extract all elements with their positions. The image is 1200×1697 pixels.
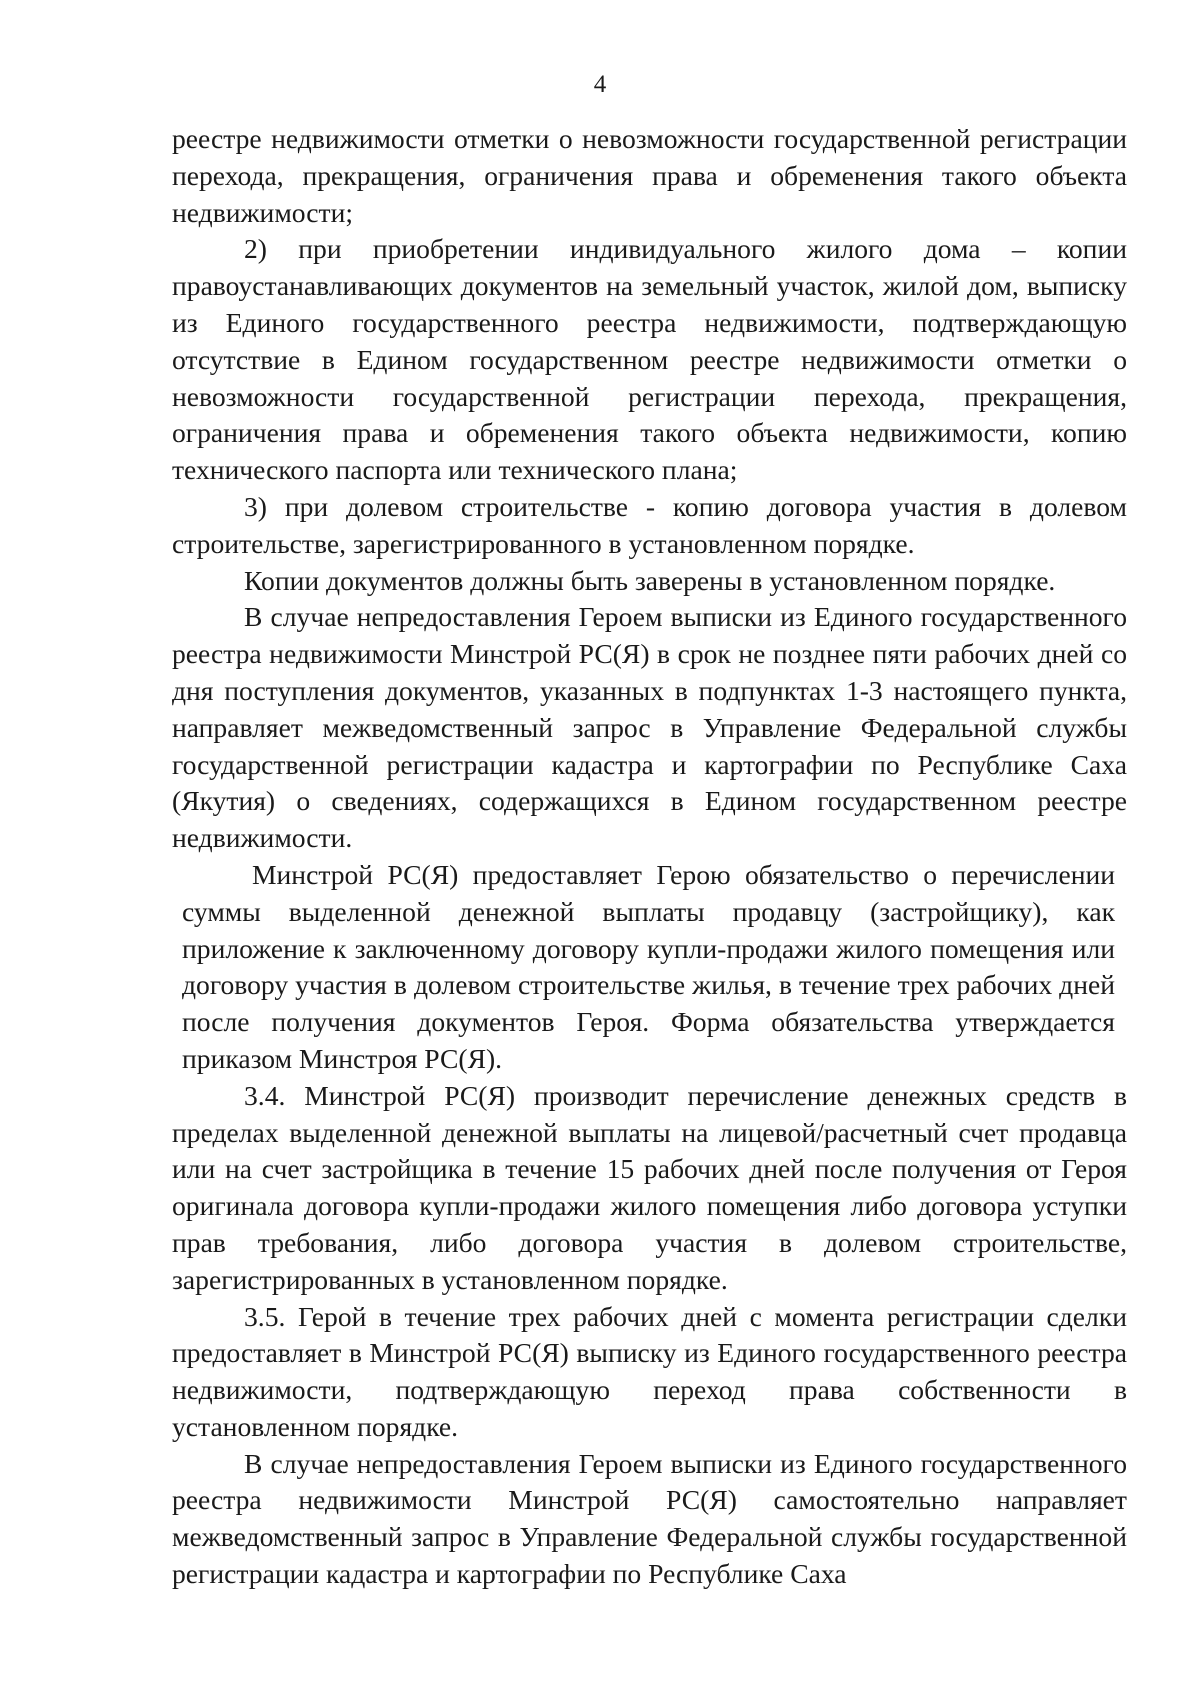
paragraph-item-3: 3) при долевом строительстве - копию договора участия в долевом строительстве, зарегистрированного в установленном порядке. — [172, 490, 1127, 559]
paragraph-final-request: В случае непредоставления Героем выписки из Единого государственного реестра недвижимости Минстрой РС(Я) самостоятельно направляет межведомственный запрос в Управление Федеральной службы государственной регистрации кадастра и картографии по Республике Саха — [172, 1447, 1127, 1590]
paragraph-payment-obligation: Минстрой РС(Я) предоставляет Герою обязательство о перечислении суммы выделенной денежной выплаты продавцу (застройщику), как приложение к заключенному договору купли-продажи жилого помещения или договору участия в долевом строительстве жилья, в течение трех рабочих дней после получения документов Героя. Форма обязательства утверждается приказом Минстроя РС(Я). — [182, 858, 1115, 1074]
page-number: 4 — [593, 71, 607, 98]
paragraph-item-2: 2) при приобретении индивидуального жилого дома – копии правоустанавливающих документов на земельный участок, жилой дом, выписку из Единого государственного реестра недвижимости, подтверждающую отсутствие в Едином государственном реестре недвижимости отметки о невозможности государственной регистрации перехода, прекращения, ограничения права и обременения такого объекта недвижимости, копию технического паспорта или технического плана; — [172, 233, 1127, 486]
paragraph-copies-certified: Копии документов должны быть заверены в установленном порядке. — [244, 564, 1056, 596]
document-body — [172, 121, 1127, 1593]
paragraph-3-4: 3.4. Минстрой РС(Я) производит перечисление денежных средств в пределах выделенной денежной выплаты на лицевой/расчетный счет продавца или на счет застройщика в течение 15 рабочих дней после получения от Героя оригинала договора купли-продажи жилого помещения либо договора уступки прав требования, либо договора участия в долевом строительстве, зарегистрированных в установленном порядке. — [172, 1079, 1127, 1295]
paragraph-interagency-request: В случае непредоставления Героем выписки из Единого государственного реестра недвижимости Минстрой РС(Я) в срок не позднее пяти рабочих дней со дня поступления документов, указанных в подпунктах 1-3 настоящего пункта, направляет межведомственный запрос в Управление Федеральной службы государственной регистрации кадастра и картографии по Республике Саха (Якутия) о сведениях, содержащихся в Едином государственном реестре недвижимости. — [172, 601, 1127, 854]
paragraph-continuation: реестре недвижимости отметки о невозможности государственной регистрации перехода, прекращения, ограничения права и обременения такого объекта недвижимости; — [172, 123, 1127, 228]
paragraph-3-5: 3.5. Герой в течение трех рабочих дней с момента регистрации сделки предоставляет в Минстрой РС(Я) выписку из Единого государственного реестра недвижимости, подтверждающую переход права собственности в установленном порядке. — [172, 1300, 1127, 1442]
